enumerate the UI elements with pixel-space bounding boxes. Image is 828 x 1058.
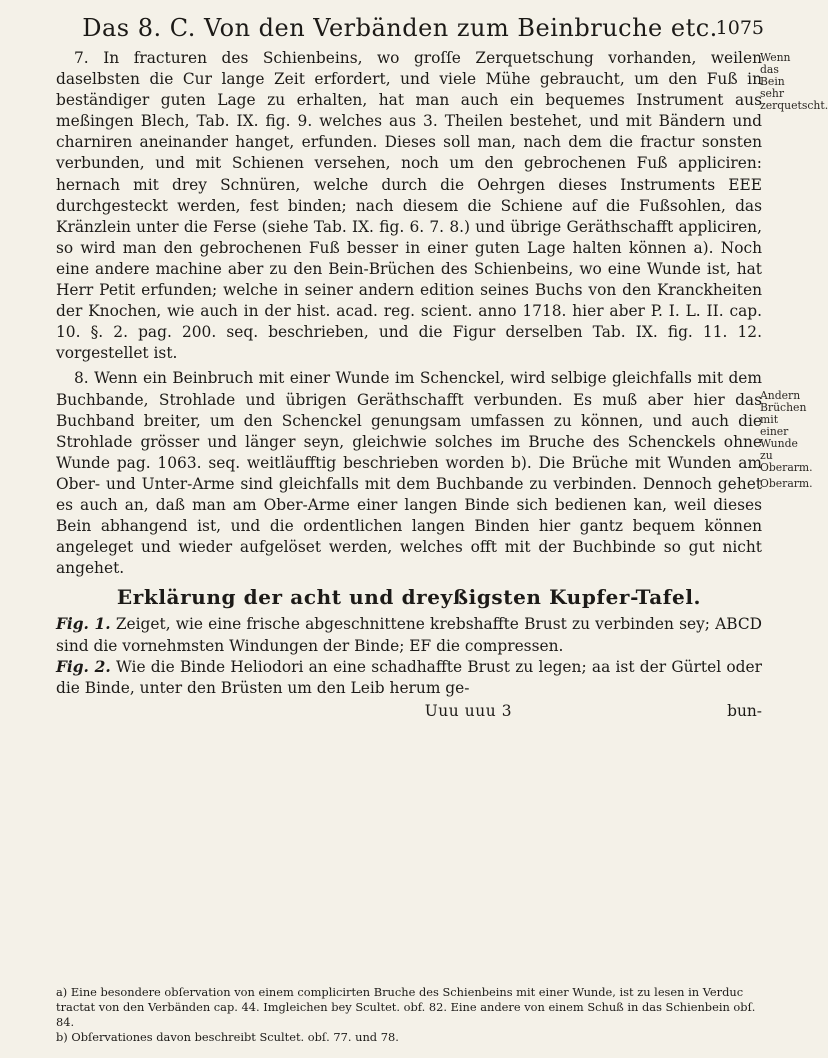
margin-note-1: Wenn das Bein sehr zerquetscht. bbox=[760, 51, 828, 112]
signature-line bbox=[56, 701, 762, 722]
paragraph-7: 7. In fracturen des Schienbeins, wo groſſe Zerquetschung vorhanden, weilen daselbsten die Cur lange Zeit erfordert, und viele Mühe gebraucht, um den Fuß in beständiger guten Lage zu erhalten, hat man auch ein bequemes Instrument aus meßingen Blech, Tab. IX. fig. 9. welches aus 3. Theilen bestehet, und mit Bändern und charniren aneinander hanget, erfunden. Dieses soll man, nach dem die fractur sonsten verbunden, und mit Schienen versehen, noch um den gebrochenen Fuß appliciren: hernach mit drey Schnüren, welche durch die Oehrgen dieses Instruments EEE durchgesteckt werden, fest binden; nach diesem die Schiene auf die Fußsohlen, das Kränzlein unter die Ferse (siehe Tab. IX. fig. 6. 7. 8.) und übrige Geräthschafft appliciren, so wird man den gebrochenen Fuß besser in einer guten Lage halten können a). Noch eine andere machine aber zu den Bein-Brüchen des Schienbeins, wo eine Wunde ist, hat Herr Petit erfunden; welche in seiner andern edition seines Buchs von den Kranckheiten der Knochen, wie auch in der hist. acad. reg. scient. anno 1718. hier aber P. I. L. II. cap. 10. §. 2. pag. 200. seq. beschrieben, und die Figur derselben Tab. IX. fig. 11. 12. vorgestellet ist. bbox=[56, 49, 762, 363]
figure-2-label: Fig. 2. bbox=[56, 657, 111, 676]
figure-1-text: Zeiget, wie eine frische abgeschnittene krebshaffte Brust zu verbinden sey; ABCD sind die vornehmsten Windungen der Binde; EF die compressen. bbox=[56, 615, 762, 655]
footnote-b: b) Obſervationes davon beschreibt Scultet. obſ. 77. und 78. bbox=[56, 1030, 399, 1044]
figure-2-text: Wie die Binde Heliodori an eine schadhaffte Brust zu legen; aa ist der Gürtel oder die Binde, unter den Brüsten um den Leib herum ge- bbox=[56, 657, 762, 697]
plate-explanation-heading: Erklärung der acht und dreyßigsten Kupfer-Tafel. bbox=[116, 585, 702, 610]
margin-note-2: Andern Brüchen mit einer Wunde zu Oberarm. bbox=[760, 389, 813, 474]
figure-2-entry bbox=[56, 657, 762, 699]
margin-note-3: Oberarm. bbox=[760, 477, 813, 490]
running-title: Das 8. C. Von den Verbänden zum Beinbruche etc. bbox=[82, 14, 718, 42]
page-header bbox=[20, 8, 780, 48]
footnotes bbox=[56, 985, 762, 1045]
signature-mark: Uuu uuu 3 bbox=[424, 701, 513, 720]
footnote-a: a) Eine besondere obſervation von einem complicirten Bruche des Schienbeins mit einer Wunde, ist zu lesen in Verduc tractat von den Verbänden cap. 44. Imgleichen bey Scultet. obf. 82. Eine andere von einem Schuß in das Schienbein obſ. 84. bbox=[56, 985, 756, 1029]
figure-1-entry bbox=[56, 614, 762, 656]
paragraph-8: 8. Wenn ein Beinbruch mit einer Wunde im Schenckel, wird selbige gleichfalls mit dem Buchbande, Strohlade und übrigen Geräthschafft verbunden. Es muß aber hier das Buchband breiter, um den Schenckel genungsam umfassen zu können, und auch die Strohlade grösser und länger seyn, gleichwie solches im Bruche des Schenckels ohne Wunde pag. 1063. seq. weitläufftig beschrieben worden b). Die Brüche mit Wunden am Ober- und Unter-Arme sind gleichfalls mit dem Buchbande zu verbinden. Dennoch gehet es auch an, daß man am Ober-Arme einer langen Binde sich bedienen kan, weil dieses Bein abhangend ist, und die ordentlichen langen Binden hier gantz bequem können angeleget und wieder aufgelöset werden, welches offt mit der Buchbinde so gut nicht angehet. bbox=[56, 369, 762, 578]
figure-1-label: Fig. 1. bbox=[56, 615, 111, 634]
main-text bbox=[56, 48, 762, 722]
page-number: 1075 bbox=[715, 17, 764, 39]
catchword: bun- bbox=[727, 701, 762, 720]
